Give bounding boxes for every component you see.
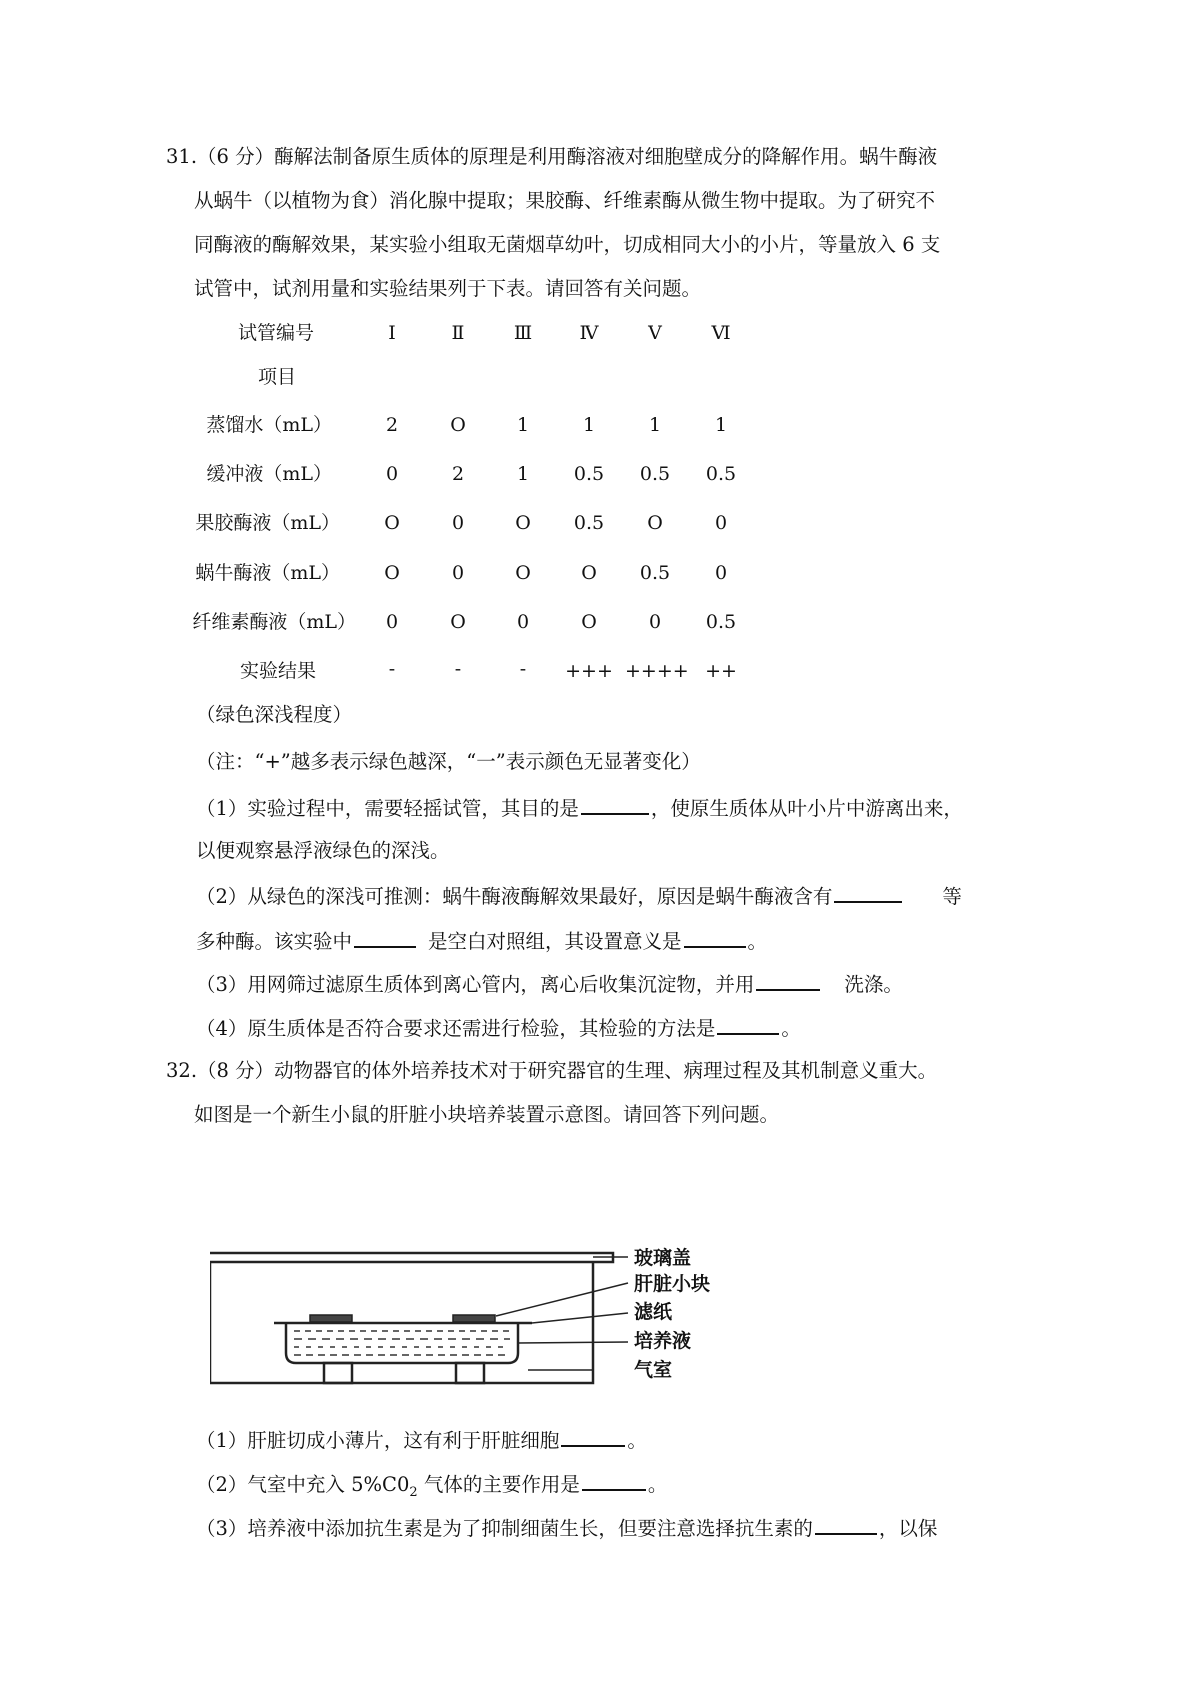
answer-blank[interactable] [756,969,820,991]
table-cell: 0.5 [573,512,605,534]
label-glass-cover: 玻璃盖 [634,1247,692,1269]
answer-blank[interactable] [561,1425,625,1447]
table-cell: 0.5 [639,463,671,485]
label-liver-piece: 肝脏小块 [634,1273,711,1295]
table-cell: 0.5 [705,611,737,633]
row-label: 实验结果 [239,660,316,682]
table-cell: 2 [451,463,465,485]
table-cell: - [454,658,462,680]
support-right [456,1363,484,1383]
q32-line-2: 如图是一个新生小鼠的肝脏小块培养装置示意图。请回答下列问题。 [194,1103,780,1126]
table-cell: - [388,658,396,680]
liver-piece-right [453,1315,495,1322]
table-cell: ++++ [625,660,689,682]
q31-sub-1 [196,793,963,823]
q31-sub-2-text-2: 等 [942,885,962,908]
answer-blank[interactable] [815,1513,877,1535]
table-cell: 1 [516,414,530,436]
col-header: Ⅰ [388,322,396,344]
label-culture-medium: 培养液 [634,1330,692,1352]
q31-sub-4-text: （4）原生质体是否符合要求还需进行检验，其检验的方法是 [196,1017,716,1040]
q31-sub-3 [196,969,903,999]
q31-sub-3-text-2: 洗涤。 [844,973,903,996]
table-cell: O [450,611,466,633]
q31-sub-2-text-5: 。 [747,930,768,953]
q31-line-4: 试管中，试剂用量和实验结果列于下表。请回答有关问题。 [194,277,702,300]
q32-sub-1-text: （1）肝脏切成小薄片，这有利于肝脏细胞 [196,1429,560,1452]
table-cell: 0 [385,463,399,485]
q32-sub-2 [196,1469,667,1507]
table-cell: O [581,562,597,584]
col-header: Ⅳ [579,322,599,344]
label-air-chamber: 气室 [634,1359,673,1381]
table-sub-label: 项目 [257,366,296,388]
table-cell: 0.5 [573,463,605,485]
q31-sub-4 [196,1013,801,1043]
table-cell: 1 [648,414,662,436]
q31-sub-1-text-2: ，使原生质体从叶小片中游离出来， [650,797,963,820]
q31-sub-2-text-4: 是空白对照组，其设置意义是 [428,930,682,953]
row-label: 果胶酶液（mL） [195,512,340,534]
table-cell: 1 [516,463,530,485]
table-cell: O [384,512,400,534]
answer-blank[interactable] [717,1013,779,1035]
table-cell: O [515,562,531,584]
q31-sub-3-text: （3）用网筛过滤原生质体到离心管内，离心后收集沉淀物，并用 [196,973,755,996]
q32-sub-1 [196,1425,647,1455]
q31-line-1: 31.（6 分）酶解法制备原生质体的原理是利用酶溶液对细胞壁成分的降解作用。蜗牛酶液 [166,145,938,168]
label-filter-paper: 滤纸 [634,1301,673,1323]
liver-culture-apparatus-diagram [210,1243,750,1403]
q31-sub-2 [196,881,962,911]
table-cell: ++ [705,660,737,682]
table-cell: 2 [385,414,399,436]
table-cell: 0 [714,512,728,534]
col-header: Ⅱ [451,322,465,344]
answer-blank[interactable] [834,881,902,903]
q31-line-2: 从蜗牛（以植物为食）消化腺中提取；果胶酶、纤维素酶从微生物中提取。为了研究不 [194,189,936,212]
q31-sub-4-text-2: 。 [781,1017,801,1040]
liver-piece-left [310,1315,352,1322]
table-cell: O [515,512,531,534]
support-left [324,1363,352,1383]
q31-note: （注：“+”越多表示绿色越深，“一”表示颜色无显著变化） [196,750,701,773]
table-cell: +++ [565,660,613,682]
table-cell: 1 [714,414,728,436]
row-label: 蒸馏水（mL） [206,414,332,436]
q32-sub-2-subscript: 2 [409,1484,418,1500]
row-label: 蜗牛酶液（mL） [195,562,340,584]
q32-sub-2-text-2: 气体的主要作用是 [417,1473,580,1496]
q31-sub-1-text: （1）实验过程中，需要轻摇试管，其目的是 [196,797,579,820]
table-cell: O [384,562,400,584]
q31-sub-2-text-3: 多种酶。该实验中 [196,930,353,953]
q32-sub-1-text-2: 。 [627,1429,647,1452]
q31-line-3: 同酶液的酶解效果，某实验小组取无菌烟草幼叶，切成相同大小的小片，等量放入 6 支 [194,233,941,256]
table-cell: 0 [648,611,662,633]
col-header: Ⅴ [648,322,662,344]
q32-sub-3-text: （3）培养液中添加抗生素是为了抑制细菌生长，但要注意选择抗生素的 [196,1517,813,1540]
table-cell: 0.5 [705,463,737,485]
table-cell: O [647,512,663,534]
leader-lines [496,1257,628,1370]
result-note: （绿色深浅程度） [196,703,353,726]
q32-sub-3-text-2: ，以保 [878,1517,938,1540]
answer-blank[interactable] [684,926,746,948]
q31-sub-2-cont [196,926,767,956]
culture-medium-dashes [294,1331,510,1355]
table-cell: O [581,611,597,633]
table-cell: 0 [385,611,399,633]
table-cell: 0 [516,611,530,633]
answer-blank[interactable] [354,926,416,948]
col-header: Ⅵ [711,322,731,344]
q32-sub-2-text-3: 。 [647,1473,668,1496]
table-cell: 0 [714,562,728,584]
glass-cover-shape [210,1253,613,1262]
table-header-label: 试管编号 [237,322,314,344]
q31-sub-2-text: （2）从绿色的深浅可推测：蜗牛酶液酶解效果最好，原因是蜗牛酶液含有 [196,885,833,908]
table-cell: O [450,414,466,436]
q32-line-1: 32.（8 分）动物器官的体外培养技术对于研究器官的生理、病理过程及其机制意义重大。 [166,1059,938,1082]
row-label: 缓冲液（mL） [206,463,332,485]
col-header: Ⅲ [513,322,533,344]
table-cell: 0 [451,562,465,584]
table-cell: - [519,658,527,680]
q32-sub-2-text: （2）气室中充入 5%C0 [196,1473,410,1496]
table-cell: 1 [582,414,596,436]
row-label: 纤维素酶液（mL） [192,611,356,633]
table-cell: 0.5 [639,562,671,584]
dish-shape [286,1323,518,1363]
q31-sub-1-cont: 以便观察悬浮液绿色的深浅。 [196,839,450,862]
answer-blank[interactable] [581,793,649,815]
table-cell: 0 [451,512,465,534]
q32-sub-3 [196,1513,937,1543]
answer-blank[interactable] [582,1469,646,1491]
